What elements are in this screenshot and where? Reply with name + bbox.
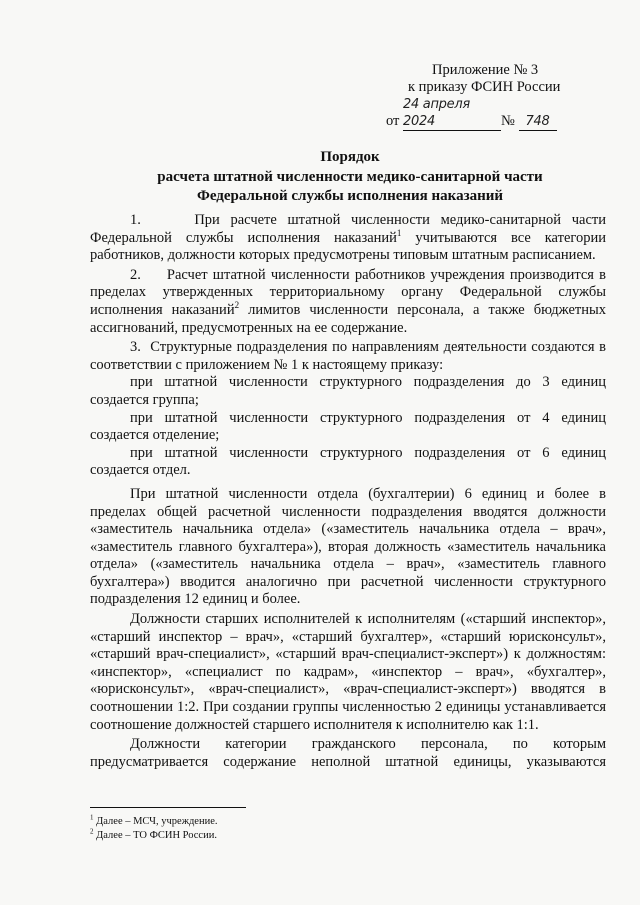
footnotes <box>90 815 217 843</box>
paragraph-number: 3. <box>130 339 141 356</box>
title-line-1: Порядок <box>320 149 380 165</box>
list-item: при штатной численности структурного подразделения от 6 единиц создается отдел. <box>90 444 606 479</box>
paragraph-1: 1. При расчете штатной численности медико-санитарной части Федеральной службы исполнения наказаний$^1$ учитываются все категории работников, должности которых предусмотрены типовым штатным расписанием. <box>90 212 606 264</box>
annex-number-sign: № <box>501 113 515 129</box>
list-item: при штатной численности структурного подразделения от 4 единиц создается отделение; <box>90 409 606 444</box>
footnote-divider <box>90 807 246 808</box>
footnote-1: $^1$ Далее – МСЧ, учреждение. <box>90 813 218 827</box>
annex-title: Приложение № 3 <box>432 62 539 78</box>
title-line-2: расчета штатной численности медико-санитарной части <box>157 168 543 185</box>
footnote-ref-2: 2 <box>234 300 240 311</box>
document-body <box>90 212 606 771</box>
annex-date-handwritten: 24 апреля 2024 <box>403 96 501 131</box>
annex-number-handwritten: 748 <box>519 113 557 131</box>
annex-date-line <box>386 96 606 131</box>
paragraph-5: Должности старших исполнителей к исполнителям («старший инспектор», «старший инспектор – врач», «старший бухгалтер», «старший юрисконсульт», «старший врач-специалист», «старший врач-специалист-эксперт») к должностям: «инспектор», «специалист по кадрам», «инспектор – врач», «бухгалтер», «юрисконсульт», «врач-специалист», «врач-специалист-эксперт») вводятся в соотношении 1:2. При создании группы численностью 2 единицы устанавливается соотношение должностей старшего исполнителя к исполнителю как 1:1. <box>90 611 606 733</box>
paragraph-3: 3. Структурные подразделения по направлениям деятельности создаются в соответствии с приложением № 1 к настоящему приказу: <box>90 339 607 373</box>
paragraph-4: При штатной численности отдела (бухгалтерии) 6 единиц и более в пределах общей расчетной численности подразделения вводятся должности «заместитель начальника отдела» («заместитель начальника отдела – врач», «заместитель главного бухгалтера»), вторая должность «заместитель начальника отдела» («заместитель начальника отдела – врач», «заместитель главного бухгалтера») вводится аналогично при расчетной численности структурного подразделения 12 единиц и более. <box>90 485 606 608</box>
paragraph-number: 2. <box>130 266 141 283</box>
paragraph-number: 1. <box>130 212 141 228</box>
annex-order-ref: к приказу ФСИН России <box>408 79 561 95</box>
footnote-ref-1: 1 <box>396 227 402 238</box>
annex-header <box>386 62 606 131</box>
paragraph-2: 2. Расчет штатной численности работников учреждения производится в пределах утвержденных территориальному органу Федеральной службы исполнения наказаний$^2$ лимитов численности персонала, а также бюджетных ассигнований, предусмотренных на ее содержание. <box>90 266 606 336</box>
list-item: при штатной численности структурного подразделения до 3 единиц создается группа; <box>90 374 606 408</box>
document-title <box>90 148 610 207</box>
title-line-3: Федеральной службы исполнения наказаний <box>196 188 504 204</box>
annex-date-prefix: от <box>386 113 400 129</box>
footnote-2: $^2$ Далее – ТО ФСИН России. <box>90 827 217 841</box>
paragraph-6: Должности категории гражданского персонала, по которым предусматривается содержание неполной штатной единицы, указываются <box>90 736 606 770</box>
